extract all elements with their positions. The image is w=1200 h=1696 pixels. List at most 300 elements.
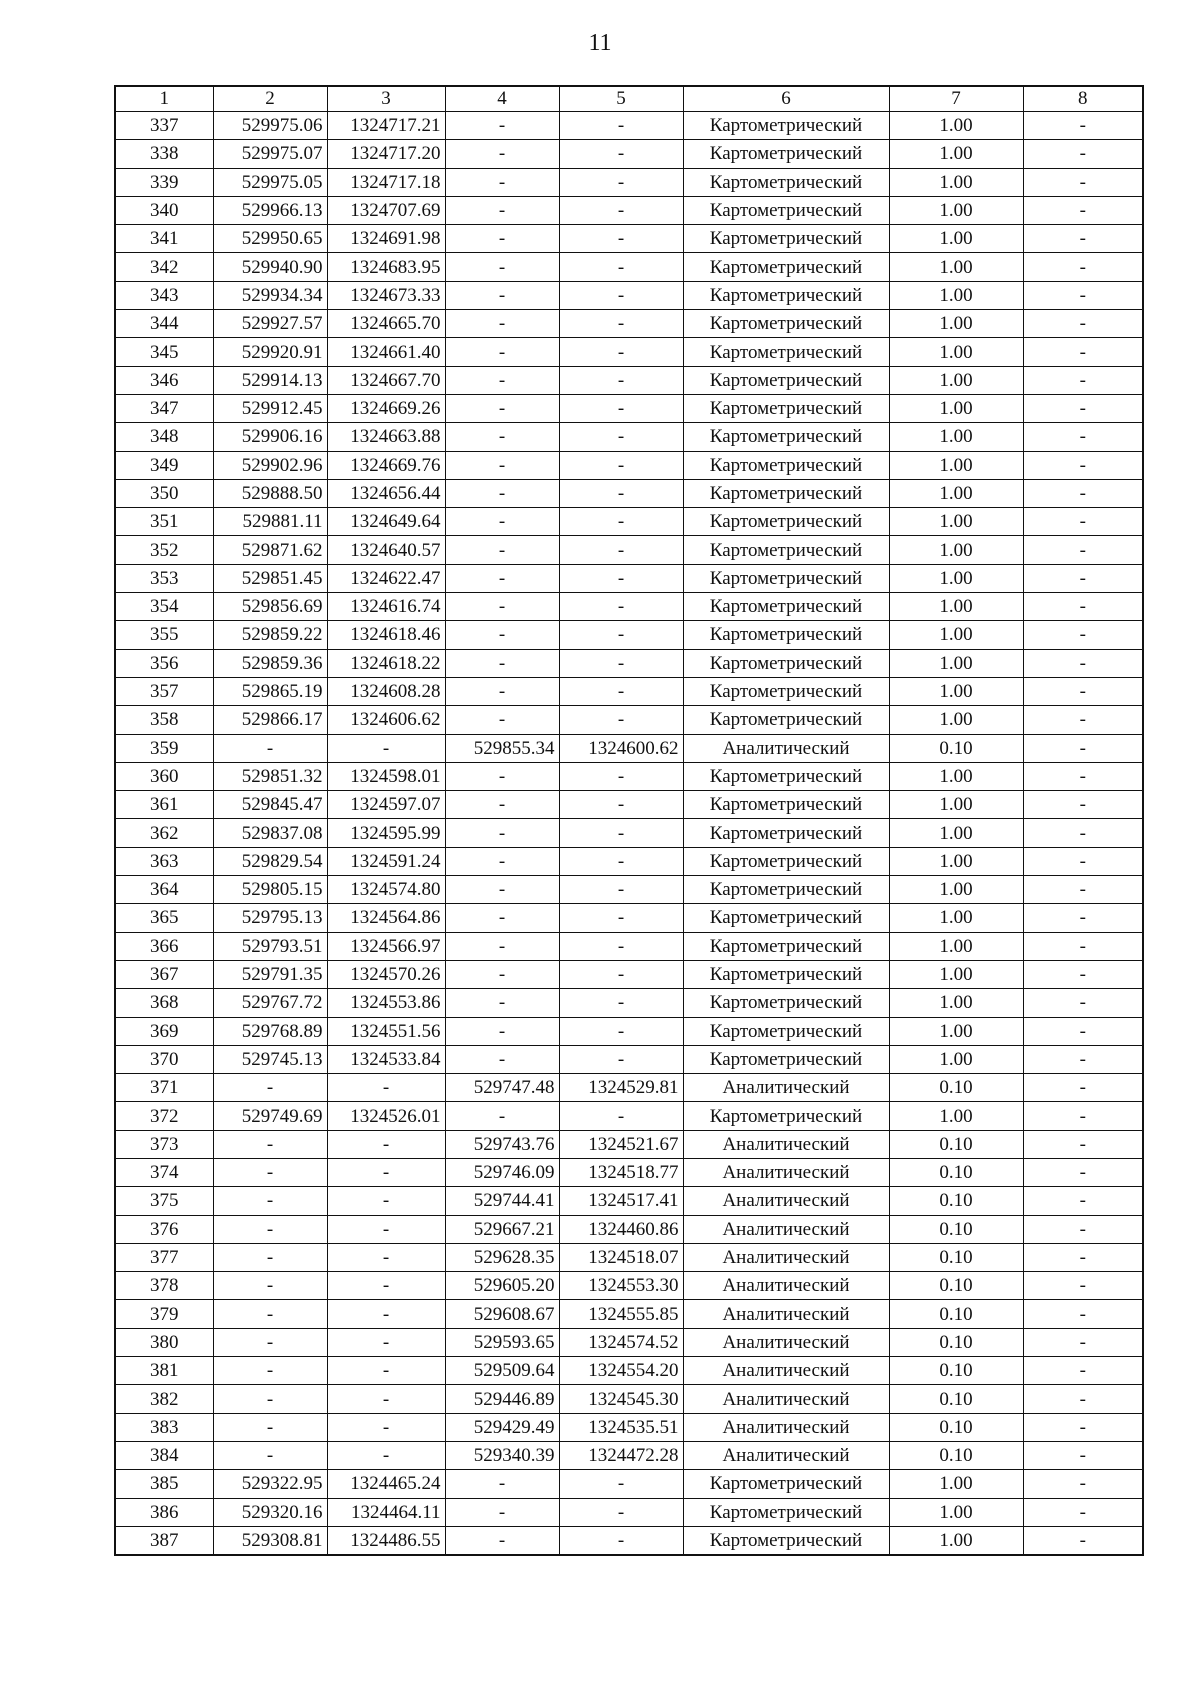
table-row: [115, 1328, 1143, 1356]
x-coordinate-cell: 529320.16: [213, 1498, 327, 1526]
y-coordinate-cell: -: [327, 1243, 445, 1271]
x-alt-coordinate-cell: 529667.21: [445, 1215, 559, 1243]
note-cell: -: [1023, 1498, 1143, 1526]
x-coordinate-cell: -: [213, 1243, 327, 1271]
note-cell: -: [1023, 1526, 1143, 1555]
y-coordinate-cell: -: [327, 1300, 445, 1328]
method-cell: Картометрический: [683, 593, 889, 621]
accuracy-cell: 1.00: [889, 168, 1023, 196]
y-coordinate-cell: -: [327, 1074, 445, 1102]
method-cell: Картометрический: [683, 338, 889, 366]
x-alt-coordinate-cell: 529746.09: [445, 1158, 559, 1186]
method-cell: Картометрический: [683, 932, 889, 960]
table-row: [115, 1130, 1143, 1158]
x-coordinate-cell: 529975.06: [213, 112, 327, 140]
x-alt-coordinate-cell: -: [445, 451, 559, 479]
table-row: [115, 677, 1143, 705]
accuracy-cell: 1.00: [889, 649, 1023, 677]
table-row: [115, 989, 1143, 1017]
method-cell: Картометрический: [683, 366, 889, 394]
note-cell: -: [1023, 1215, 1143, 1243]
x-alt-coordinate-cell: -: [445, 819, 559, 847]
y-coordinate-cell: 1324591.24: [327, 847, 445, 875]
x-alt-coordinate-cell: -: [445, 196, 559, 224]
y-coordinate-cell: -: [327, 734, 445, 762]
table-row: [115, 876, 1143, 904]
note-cell: -: [1023, 1187, 1143, 1215]
x-coordinate-cell: 529805.15: [213, 876, 327, 904]
x-coordinate-cell: 529866.17: [213, 706, 327, 734]
point-number-cell: 376: [115, 1215, 213, 1243]
x-alt-coordinate-cell: -: [445, 310, 559, 338]
y-coordinate-cell: 1324616.74: [327, 593, 445, 621]
y-coordinate-cell: 1324598.01: [327, 762, 445, 790]
method-cell: Аналитический: [683, 1215, 889, 1243]
method-cell: Аналитический: [683, 1130, 889, 1158]
y-alt-coordinate-cell: -: [559, 649, 683, 677]
y-coordinate-cell: 1324564.86: [327, 904, 445, 932]
y-alt-coordinate-cell: -: [559, 394, 683, 422]
accuracy-cell: 1.00: [889, 479, 1023, 507]
y-coordinate-cell: -: [327, 1385, 445, 1413]
y-alt-coordinate-cell: 1324535.51: [559, 1413, 683, 1441]
y-coordinate-cell: 1324618.46: [327, 621, 445, 649]
point-number-cell: 369: [115, 1017, 213, 1045]
note-cell: -: [1023, 819, 1143, 847]
x-alt-coordinate-cell: 529429.49: [445, 1413, 559, 1441]
note-cell: -: [1023, 1130, 1143, 1158]
table-row: [115, 451, 1143, 479]
table-row: [115, 1413, 1143, 1441]
x-coordinate-cell: -: [213, 1413, 327, 1441]
accuracy-cell: 0.10: [889, 1385, 1023, 1413]
accuracy-cell: 0.10: [889, 734, 1023, 762]
accuracy-cell: 1.00: [889, 960, 1023, 988]
x-alt-coordinate-cell: 529608.67: [445, 1300, 559, 1328]
point-number-cell: 367: [115, 960, 213, 988]
x-alt-coordinate-cell: -: [445, 932, 559, 960]
point-number-cell: 377: [115, 1243, 213, 1271]
accuracy-cell: 0.10: [889, 1272, 1023, 1300]
x-alt-coordinate-cell: -: [445, 847, 559, 875]
x-alt-coordinate-cell: 529747.48: [445, 1074, 559, 1102]
table-row: [115, 1357, 1143, 1385]
y-coordinate-cell: -: [327, 1187, 445, 1215]
accuracy-cell: 0.10: [889, 1130, 1023, 1158]
point-number-cell: 341: [115, 225, 213, 253]
point-number-cell: 362: [115, 819, 213, 847]
x-alt-coordinate-cell: -: [445, 706, 559, 734]
x-alt-coordinate-cell: -: [445, 338, 559, 366]
accuracy-cell: 0.10: [889, 1074, 1023, 1102]
x-coordinate-cell: 529322.95: [213, 1470, 327, 1498]
y-alt-coordinate-cell: -: [559, 819, 683, 847]
point-number-cell: 339: [115, 168, 213, 196]
note-cell: -: [1023, 536, 1143, 564]
point-number-cell: 349: [115, 451, 213, 479]
note-cell: -: [1023, 791, 1143, 819]
x-alt-coordinate-cell: -: [445, 1526, 559, 1555]
x-alt-coordinate-cell: 529855.34: [445, 734, 559, 762]
point-number-cell: 372: [115, 1102, 213, 1130]
table-row: [115, 112, 1143, 140]
note-cell: -: [1023, 168, 1143, 196]
y-alt-coordinate-cell: -: [559, 423, 683, 451]
y-coordinate-cell: 1324622.47: [327, 564, 445, 592]
x-coordinate-cell: 529934.34: [213, 281, 327, 309]
x-alt-coordinate-cell: 529744.41: [445, 1187, 559, 1215]
y-coordinate-cell: 1324486.55: [327, 1526, 445, 1555]
table-row: [115, 1526, 1143, 1555]
y-alt-coordinate-cell: -: [559, 847, 683, 875]
point-number-cell: 368: [115, 989, 213, 1017]
x-alt-coordinate-cell: -: [445, 876, 559, 904]
note-cell: -: [1023, 734, 1143, 762]
table-row: [115, 593, 1143, 621]
table-row: [115, 791, 1143, 819]
accuracy-cell: 1.00: [889, 1102, 1023, 1130]
y-coordinate-cell: 1324606.62: [327, 706, 445, 734]
point-number-cell: 363: [115, 847, 213, 875]
point-number-cell: 360: [115, 762, 213, 790]
y-coordinate-cell: 1324640.57: [327, 536, 445, 564]
point-number-cell: 365: [115, 904, 213, 932]
table-row: [115, 168, 1143, 196]
x-coordinate-cell: 529920.91: [213, 338, 327, 366]
note-cell: -: [1023, 1243, 1143, 1271]
x-coordinate-cell: -: [213, 1074, 327, 1102]
x-alt-coordinate-cell: 529340.39: [445, 1441, 559, 1469]
point-number-cell: 386: [115, 1498, 213, 1526]
accuracy-cell: 1.00: [889, 225, 1023, 253]
x-coordinate-cell: 529308.81: [213, 1526, 327, 1555]
table-row: [115, 196, 1143, 224]
y-alt-coordinate-cell: -: [559, 932, 683, 960]
y-alt-coordinate-cell: -: [559, 1017, 683, 1045]
y-alt-coordinate-cell: -: [559, 253, 683, 281]
y-coordinate-cell: -: [327, 1272, 445, 1300]
y-coordinate-cell: -: [327, 1413, 445, 1441]
y-alt-coordinate-cell: 1324553.30: [559, 1272, 683, 1300]
point-number-cell: 380: [115, 1328, 213, 1356]
method-cell: Картометрический: [683, 904, 889, 932]
y-coordinate-cell: 1324618.22: [327, 649, 445, 677]
y-coordinate-cell: 1324683.95: [327, 253, 445, 281]
x-coordinate-cell: 529767.72: [213, 989, 327, 1017]
x-coordinate-cell: 529906.16: [213, 423, 327, 451]
y-alt-coordinate-cell: -: [559, 593, 683, 621]
y-coordinate-cell: 1324566.97: [327, 932, 445, 960]
method-cell: Аналитический: [683, 1187, 889, 1215]
table-row: [115, 762, 1143, 790]
method-cell: Аналитический: [683, 1385, 889, 1413]
x-coordinate-cell: 529851.32: [213, 762, 327, 790]
y-coordinate-cell: 1324649.64: [327, 508, 445, 536]
y-alt-coordinate-cell: -: [559, 168, 683, 196]
y-coordinate-cell: 1324667.70: [327, 366, 445, 394]
x-alt-coordinate-cell: -: [445, 677, 559, 705]
table-row: [115, 621, 1143, 649]
point-number-cell: 344: [115, 310, 213, 338]
method-cell: Аналитический: [683, 1158, 889, 1186]
y-alt-coordinate-cell: -: [559, 1102, 683, 1130]
note-cell: -: [1023, 1045, 1143, 1073]
note-cell: -: [1023, 677, 1143, 705]
point-number-cell: 348: [115, 423, 213, 451]
method-cell: Картометрический: [683, 253, 889, 281]
point-number-cell: 381: [115, 1357, 213, 1385]
table-row: [115, 734, 1143, 762]
accuracy-cell: 1.00: [889, 366, 1023, 394]
method-cell: Картометрический: [683, 847, 889, 875]
note-cell: -: [1023, 1413, 1143, 1441]
accuracy-cell: 1.00: [889, 564, 1023, 592]
method-cell: Картометрический: [683, 394, 889, 422]
point-number-cell: 340: [115, 196, 213, 224]
table-row: [115, 394, 1143, 422]
y-alt-coordinate-cell: -: [559, 196, 683, 224]
y-coordinate-cell: 1324574.80: [327, 876, 445, 904]
x-coordinate-cell: 529749.69: [213, 1102, 327, 1130]
point-number-cell: 385: [115, 1470, 213, 1498]
note-cell: -: [1023, 394, 1143, 422]
y-alt-coordinate-cell: -: [559, 140, 683, 168]
accuracy-cell: 1.00: [889, 196, 1023, 224]
note-cell: -: [1023, 366, 1143, 394]
accuracy-cell: 1.00: [889, 706, 1023, 734]
y-coordinate-cell: -: [327, 1328, 445, 1356]
note-cell: -: [1023, 932, 1143, 960]
point-number-cell: 364: [115, 876, 213, 904]
x-alt-coordinate-cell: -: [445, 366, 559, 394]
y-alt-coordinate-cell: -: [559, 366, 683, 394]
method-cell: Картометрический: [683, 536, 889, 564]
note-cell: -: [1023, 593, 1143, 621]
note-cell: -: [1023, 989, 1143, 1017]
column-header: 8: [1023, 86, 1143, 112]
table-row: [115, 847, 1143, 875]
accuracy-cell: 0.10: [889, 1300, 1023, 1328]
y-coordinate-cell: 1324717.18: [327, 168, 445, 196]
point-number-cell: 353: [115, 564, 213, 592]
table-row: [115, 960, 1143, 988]
y-coordinate-cell: 1324595.99: [327, 819, 445, 847]
accuracy-cell: 1.00: [889, 508, 1023, 536]
method-cell: Картометрический: [683, 706, 889, 734]
y-alt-coordinate-cell: -: [559, 536, 683, 564]
x-alt-coordinate-cell: 529628.35: [445, 1243, 559, 1271]
accuracy-cell: 1.00: [889, 423, 1023, 451]
note-cell: -: [1023, 253, 1143, 281]
accuracy-cell: 0.10: [889, 1413, 1023, 1441]
method-cell: Аналитический: [683, 1243, 889, 1271]
note-cell: -: [1023, 338, 1143, 366]
point-number-cell: 361: [115, 791, 213, 819]
table-row: [115, 281, 1143, 309]
x-alt-coordinate-cell: -: [445, 394, 559, 422]
method-cell: Аналитический: [683, 734, 889, 762]
table-row: [115, 649, 1143, 677]
x-coordinate-cell: 529851.45: [213, 564, 327, 592]
x-coordinate-cell: 529837.08: [213, 819, 327, 847]
accuracy-cell: 1.00: [889, 791, 1023, 819]
x-coordinate-cell: -: [213, 1357, 327, 1385]
note-cell: -: [1023, 762, 1143, 790]
y-alt-coordinate-cell: -: [559, 960, 683, 988]
x-coordinate-cell: 529795.13: [213, 904, 327, 932]
x-alt-coordinate-cell: 529605.20: [445, 1272, 559, 1300]
point-number-cell: 354: [115, 593, 213, 621]
y-coordinate-cell: -: [327, 1215, 445, 1243]
y-coordinate-cell: 1324597.07: [327, 791, 445, 819]
table-row: [115, 310, 1143, 338]
table-row: [115, 564, 1143, 592]
x-coordinate-cell: 529829.54: [213, 847, 327, 875]
note-cell: -: [1023, 1074, 1143, 1102]
table-row: [115, 1272, 1143, 1300]
method-cell: Картометрический: [683, 564, 889, 592]
y-coordinate-cell: 1324717.20: [327, 140, 445, 168]
x-coordinate-cell: -: [213, 1441, 327, 1469]
x-coordinate-cell: -: [213, 734, 327, 762]
y-alt-coordinate-cell: 1324518.07: [559, 1243, 683, 1271]
note-cell: -: [1023, 847, 1143, 875]
y-alt-coordinate-cell: -: [559, 508, 683, 536]
x-coordinate-cell: 529793.51: [213, 932, 327, 960]
table-row: [115, 1470, 1143, 1498]
x-alt-coordinate-cell: -: [445, 904, 559, 932]
y-alt-coordinate-cell: 1324521.67: [559, 1130, 683, 1158]
method-cell: Аналитический: [683, 1357, 889, 1385]
accuracy-cell: 1.00: [889, 621, 1023, 649]
x-coordinate-cell: 529845.47: [213, 791, 327, 819]
method-cell: Картометрический: [683, 140, 889, 168]
x-alt-coordinate-cell: -: [445, 960, 559, 988]
note-cell: -: [1023, 1470, 1143, 1498]
y-coordinate-cell: -: [327, 1441, 445, 1469]
accuracy-cell: 0.10: [889, 1187, 1023, 1215]
x-coordinate-cell: 529859.22: [213, 621, 327, 649]
y-coordinate-cell: 1324533.84: [327, 1045, 445, 1073]
table-row: [115, 1441, 1143, 1469]
note-cell: -: [1023, 1328, 1143, 1356]
y-alt-coordinate-cell: -: [559, 1526, 683, 1555]
accuracy-cell: 1.00: [889, 140, 1023, 168]
x-alt-coordinate-cell: -: [445, 423, 559, 451]
accuracy-cell: 1.00: [889, 338, 1023, 366]
x-coordinate-cell: 529791.35: [213, 960, 327, 988]
accuracy-cell: 1.00: [889, 762, 1023, 790]
y-coordinate-cell: 1324663.88: [327, 423, 445, 451]
point-number-cell: 371: [115, 1074, 213, 1102]
accuracy-cell: 0.10: [889, 1215, 1023, 1243]
x-coordinate-cell: -: [213, 1385, 327, 1413]
x-coordinate-cell: 529768.89: [213, 1017, 327, 1045]
note-cell: -: [1023, 1385, 1143, 1413]
x-coordinate-cell: 529859.36: [213, 649, 327, 677]
x-alt-coordinate-cell: 529593.65: [445, 1328, 559, 1356]
table-row: [115, 1102, 1143, 1130]
x-alt-coordinate-cell: -: [445, 140, 559, 168]
point-number-cell: 346: [115, 366, 213, 394]
y-coordinate-cell: 1324465.24: [327, 1470, 445, 1498]
accuracy-cell: 0.10: [889, 1243, 1023, 1271]
x-alt-coordinate-cell: 529446.89: [445, 1385, 559, 1413]
x-alt-coordinate-cell: 529509.64: [445, 1357, 559, 1385]
method-cell: Аналитический: [683, 1328, 889, 1356]
y-alt-coordinate-cell: -: [559, 621, 683, 649]
accuracy-cell: 1.00: [889, 876, 1023, 904]
note-cell: -: [1023, 564, 1143, 592]
accuracy-cell: 1.00: [889, 281, 1023, 309]
y-alt-coordinate-cell: -: [559, 1498, 683, 1526]
method-cell: Аналитический: [683, 1441, 889, 1469]
point-number-cell: 356: [115, 649, 213, 677]
y-alt-coordinate-cell: -: [559, 451, 683, 479]
point-number-cell: 343: [115, 281, 213, 309]
method-cell: Картометрический: [683, 1470, 889, 1498]
column-header: 4: [445, 86, 559, 112]
y-alt-coordinate-cell: 1324574.52: [559, 1328, 683, 1356]
y-alt-coordinate-cell: -: [559, 791, 683, 819]
y-coordinate-cell: 1324707.69: [327, 196, 445, 224]
x-coordinate-cell: -: [213, 1328, 327, 1356]
x-alt-coordinate-cell: -: [445, 253, 559, 281]
note-cell: -: [1023, 649, 1143, 677]
y-coordinate-cell: 1324608.28: [327, 677, 445, 705]
point-number-cell: 337: [115, 112, 213, 140]
point-number-cell: 357: [115, 677, 213, 705]
column-header: 3: [327, 86, 445, 112]
method-cell: Картометрический: [683, 762, 889, 790]
x-alt-coordinate-cell: -: [445, 649, 559, 677]
point-number-cell: 359: [115, 734, 213, 762]
accuracy-cell: 1.00: [889, 1470, 1023, 1498]
y-alt-coordinate-cell: -: [559, 706, 683, 734]
x-alt-coordinate-cell: -: [445, 1102, 559, 1130]
x-coordinate-cell: -: [213, 1130, 327, 1158]
point-number-cell: 382: [115, 1385, 213, 1413]
accuracy-cell: 1.00: [889, 904, 1023, 932]
point-number-cell: 338: [115, 140, 213, 168]
method-cell: Картометрический: [683, 960, 889, 988]
x-coordinate-cell: 529927.57: [213, 310, 327, 338]
y-coordinate-cell: -: [327, 1357, 445, 1385]
note-cell: -: [1023, 1300, 1143, 1328]
y-coordinate-cell: 1324526.01: [327, 1102, 445, 1130]
point-number-cell: 379: [115, 1300, 213, 1328]
y-alt-coordinate-cell: -: [559, 904, 683, 932]
table-row: [115, 366, 1143, 394]
x-alt-coordinate-cell: -: [445, 1045, 559, 1073]
y-alt-coordinate-cell: -: [559, 876, 683, 904]
x-alt-coordinate-cell: -: [445, 225, 559, 253]
x-coordinate-cell: 529888.50: [213, 479, 327, 507]
y-alt-coordinate-cell: -: [559, 112, 683, 140]
y-alt-coordinate-cell: 1324600.62: [559, 734, 683, 762]
x-coordinate-cell: 529912.45: [213, 394, 327, 422]
method-cell: Картометрический: [683, 1017, 889, 1045]
table-row: [115, 1045, 1143, 1073]
point-number-cell: 383: [115, 1413, 213, 1441]
method-cell: Картометрический: [683, 423, 889, 451]
accuracy-cell: 1.00: [889, 847, 1023, 875]
method-cell: Картометрический: [683, 791, 889, 819]
y-coordinate-cell: 1324665.70: [327, 310, 445, 338]
point-number-cell: 358: [115, 706, 213, 734]
x-alt-coordinate-cell: -: [445, 536, 559, 564]
x-alt-coordinate-cell: 529743.76: [445, 1130, 559, 1158]
